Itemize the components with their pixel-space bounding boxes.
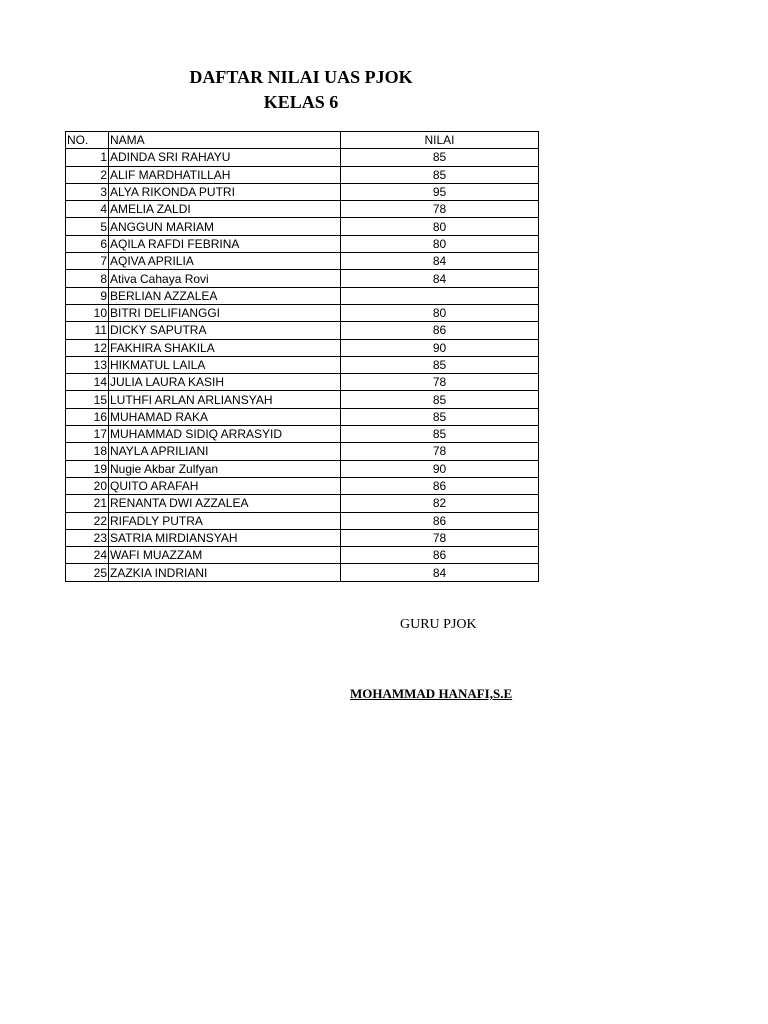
grade-cell: 85 bbox=[341, 426, 539, 443]
grade-cell bbox=[341, 287, 539, 304]
student-name-cell: QUITO ARAFAH bbox=[109, 477, 341, 494]
table-row bbox=[66, 477, 539, 494]
signature-title: GURU PJOK bbox=[400, 617, 477, 632]
grade-cell: 85 bbox=[341, 149, 539, 166]
table-row bbox=[66, 391, 539, 408]
column-header-nama: NAMA bbox=[109, 132, 341, 149]
table-row bbox=[66, 460, 539, 477]
grade-cell: 85 bbox=[341, 356, 539, 373]
grade-cell: 78 bbox=[341, 529, 539, 546]
table-row bbox=[66, 339, 539, 356]
table-row bbox=[66, 408, 539, 425]
table-row bbox=[66, 166, 539, 183]
table-row bbox=[66, 218, 539, 235]
table-row bbox=[66, 529, 539, 546]
row-number-cell: 8 bbox=[66, 270, 109, 287]
student-name-cell: ANGGUN MARIAM bbox=[109, 218, 341, 235]
grade-cell: 84 bbox=[341, 564, 539, 581]
row-number-cell: 10 bbox=[66, 304, 109, 321]
grade-cell: 82 bbox=[341, 495, 539, 512]
row-number-cell: 21 bbox=[66, 495, 109, 512]
row-number-cell: 2 bbox=[66, 166, 109, 183]
row-number-cell: 25 bbox=[66, 564, 109, 581]
grade-cell: 80 bbox=[341, 304, 539, 321]
row-number-cell: 16 bbox=[66, 408, 109, 425]
table-row bbox=[66, 495, 539, 512]
table-row bbox=[66, 512, 539, 529]
grade-cell: 86 bbox=[341, 477, 539, 494]
student-name-cell: Nugie Akbar Zulfyan bbox=[109, 460, 341, 477]
student-name-cell: Ativa Cahaya Rovi bbox=[109, 270, 341, 287]
column-header-no: NO. bbox=[66, 132, 109, 149]
grade-cell: 78 bbox=[341, 374, 539, 391]
table-row bbox=[66, 149, 539, 166]
student-name-cell: BITRI DELIFIANGGI bbox=[109, 304, 341, 321]
grade-cell: 85 bbox=[341, 408, 539, 425]
student-name-cell: MUHAMMAD SIDIQ ARRASYID bbox=[109, 426, 341, 443]
student-name-cell: FAKHIRA SHAKILA bbox=[109, 339, 341, 356]
row-number-cell: 12 bbox=[66, 339, 109, 356]
table-row bbox=[66, 304, 539, 321]
row-number-cell: 5 bbox=[66, 218, 109, 235]
table-row bbox=[66, 270, 539, 287]
student-name-cell: ADINDA SRI RAHAYU bbox=[109, 149, 341, 166]
student-name-cell: ALYA RIKONDA PUTRI bbox=[109, 183, 341, 200]
grade-cell: 86 bbox=[341, 512, 539, 529]
row-number-cell: 7 bbox=[66, 253, 109, 270]
grade-cell: 84 bbox=[341, 253, 539, 270]
row-number-cell: 13 bbox=[66, 356, 109, 373]
row-number-cell: 14 bbox=[66, 374, 109, 391]
row-number-cell: 3 bbox=[66, 183, 109, 200]
grade-cell: 78 bbox=[341, 443, 539, 460]
row-number-cell: 20 bbox=[66, 477, 109, 494]
student-name-cell: AMELIA ZALDI bbox=[109, 201, 341, 218]
grade-cell: 86 bbox=[341, 322, 539, 339]
student-name-cell: WAFI MUAZZAM bbox=[109, 547, 341, 564]
table-row bbox=[66, 374, 539, 391]
student-name-cell: LUTHFI ARLAN ARLIANSYAH bbox=[109, 391, 341, 408]
column-header-nilai: NILAI bbox=[341, 132, 539, 149]
student-name-cell: HIKMATUL LAILA bbox=[109, 356, 341, 373]
table-row bbox=[66, 356, 539, 373]
table-row bbox=[66, 201, 539, 218]
table-row bbox=[66, 322, 539, 339]
document-subtitle-class: KELAS 6 bbox=[263, 92, 339, 112]
student-name-cell: DICKY SAPUTRA bbox=[109, 322, 341, 339]
student-name-cell: SATRIA MIRDIANSYAH bbox=[109, 529, 341, 546]
student-name-cell: RENANTA DWI AZZALEA bbox=[109, 495, 341, 512]
student-name-cell: BERLIAN AZZALEA bbox=[109, 287, 341, 304]
grades-table bbox=[65, 131, 539, 582]
row-number-cell: 9 bbox=[66, 287, 109, 304]
grades-table-body bbox=[66, 149, 539, 581]
grade-cell: 90 bbox=[341, 460, 539, 477]
student-name-cell: RIFADLY PUTRA bbox=[109, 512, 341, 529]
student-name-cell: ZAZKIA INDRIANI bbox=[109, 564, 341, 581]
row-number-cell: 6 bbox=[66, 235, 109, 252]
grade-cell: 80 bbox=[341, 235, 539, 252]
grade-cell: 85 bbox=[341, 391, 539, 408]
row-number-cell: 11 bbox=[66, 322, 109, 339]
student-name-cell: JULIA LAURA KASIH bbox=[109, 374, 341, 391]
student-name-cell: AQIVA APRILIA bbox=[109, 253, 341, 270]
student-name-cell: NAYLA APRILIANI bbox=[109, 443, 341, 460]
table-row bbox=[66, 253, 539, 270]
row-number-cell: 4 bbox=[66, 201, 109, 218]
grade-cell: 84 bbox=[341, 270, 539, 287]
row-number-cell: 19 bbox=[66, 460, 109, 477]
row-number-cell: 15 bbox=[66, 391, 109, 408]
table-row bbox=[66, 443, 539, 460]
table-row bbox=[66, 564, 539, 581]
student-name-cell: AQILA RAFDI FEBRINA bbox=[109, 235, 341, 252]
row-number-cell: 23 bbox=[66, 529, 109, 546]
table-row bbox=[66, 287, 539, 304]
row-number-cell: 1 bbox=[66, 149, 109, 166]
table-row bbox=[66, 547, 539, 564]
grade-cell: 85 bbox=[341, 166, 539, 183]
row-number-cell: 18 bbox=[66, 443, 109, 460]
row-number-cell: 17 bbox=[66, 426, 109, 443]
header-row bbox=[66, 132, 539, 149]
table-row bbox=[66, 426, 539, 443]
grade-cell: 86 bbox=[341, 547, 539, 564]
row-number-cell: 22 bbox=[66, 512, 109, 529]
student-name-cell: ALIF MARDHATILLAH bbox=[109, 166, 341, 183]
document-title: DAFTAR NILAI UAS PJOK bbox=[189, 67, 413, 87]
grade-cell: 80 bbox=[341, 218, 539, 235]
grade-cell: 95 bbox=[341, 183, 539, 200]
row-number-cell: 24 bbox=[66, 547, 109, 564]
grades-table-header bbox=[66, 132, 539, 149]
table-row bbox=[66, 235, 539, 252]
table-row bbox=[66, 183, 539, 200]
grade-cell: 78 bbox=[341, 201, 539, 218]
grade-cell: 90 bbox=[341, 339, 539, 356]
signature-name: MOHAMMAD HANAFI,S.E bbox=[350, 686, 513, 701]
student-name-cell: MUHAMAD RAKA bbox=[109, 408, 341, 425]
